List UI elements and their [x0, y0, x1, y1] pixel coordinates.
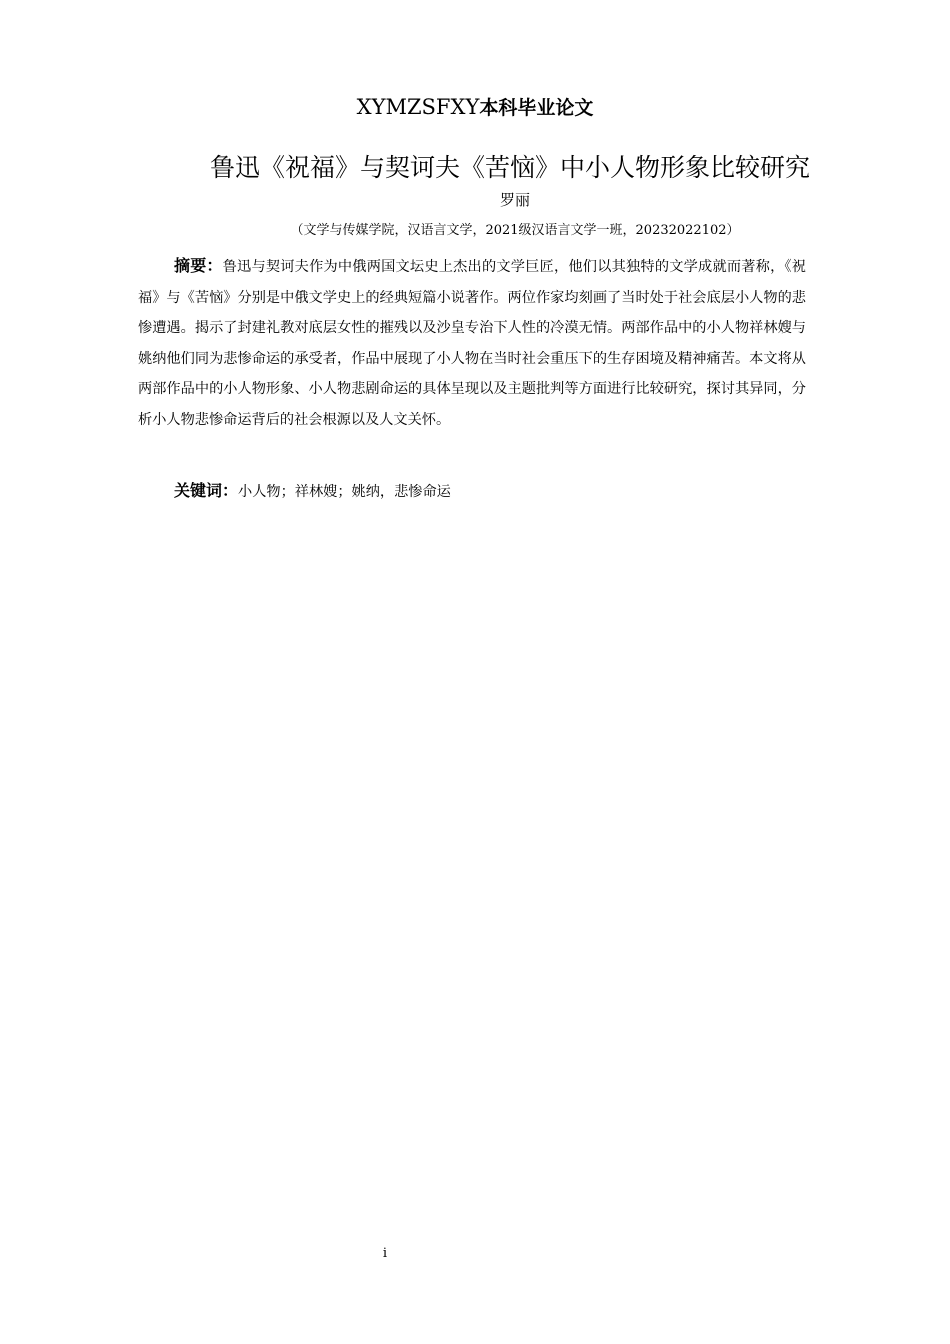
page-header	[0, 92, 950, 123]
paper-title: 鲁迅《祝福》与契诃夫《苦恼》中小人物形象比较研究	[209, 153, 810, 182]
thesis-type: 本科毕业论文	[479, 97, 594, 119]
school-code: XYMZSFXY	[356, 95, 480, 119]
abstract	[138, 251, 806, 435]
keywords-text: 小人物；祥林嫂；姚纳，悲惨命运	[238, 484, 451, 500]
author-affiliation: （文学与传媒学院，汉语言文学，2021级汉语言文学一班，20232022102）	[290, 223, 740, 238]
keywords-label: 关键词：	[174, 481, 239, 500]
keywords	[174, 476, 814, 507]
abstract-text: 鲁迅与契诃夫作为中俄两国文坛史上杰出的文学巨匠，他们以其独特的文学成就而著称，《祝福》与《苦恼》分别是中俄文学史上的经典短篇小说著作。两位作家均刻画了当时处于社会底层小人物的悲惨遭遇。揭示了封建礼教对底层女性的摧残以及沙皇专治下人性的冷漠无情。两部作品中的小人物祥林嫂与姚纳他们同为悲惨命运的承受者，作品中展现了小人物在当时社会重压下的生存困境及精神痛苦。本文将从两部作品中的小人物形象、小人物悲剧命运的具体呈现以及主题批判等方面进行比较研究，探讨其异同，分析小人物悲惨命运背后的社会根源以及人文关怀。	[138, 259, 806, 428]
abstract-label: 摘要：	[174, 256, 223, 275]
page-number: i	[382, 1246, 388, 1261]
paper-author: 罗丽	[499, 191, 530, 209]
